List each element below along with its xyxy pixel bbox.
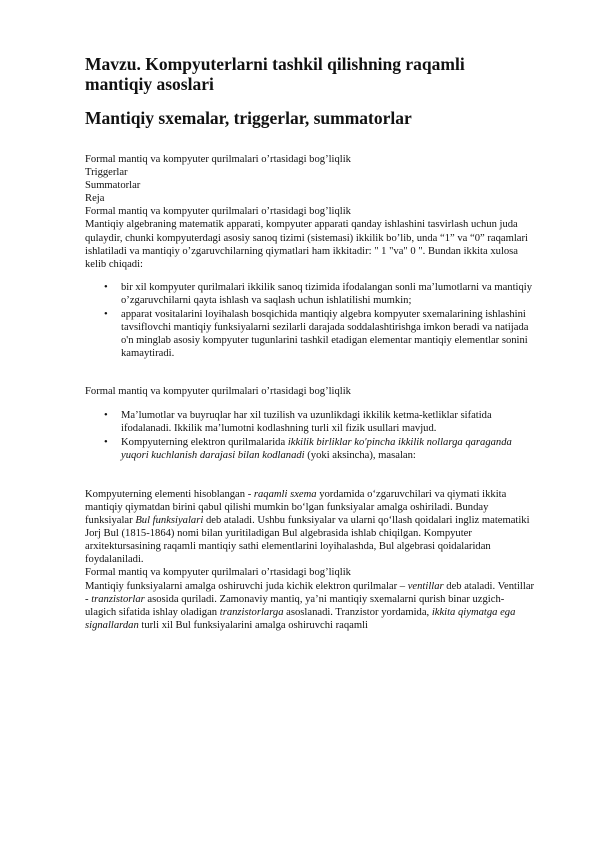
gates-paragraph — [85, 580, 535, 632]
paragraph-text: asoslanadi. Tranzistor yordamida, — [283, 606, 432, 618]
paragraph-text: turli xil Bul funksiyalarini amalga oshiruvchi raqamli — [138, 619, 368, 631]
paragraph-text: Mantiqiy funksiyalarni amalga oshiruvchi juda kichik elektron qurilmalar – — [85, 580, 408, 592]
intro-paragraph: Mantiqiy algebraning matematik apparati, kompyuter apparati qanday ishlashini tasvirlash uchun juda qulaydir, chunki kompyuterdagi asosiy sanoq tizimi (sistemasi) ikkilik bo’lib, unda “1” va “0” raqamlari ishlatiladi va mantiqiy o’zgaruvchilarning qiymatlari ham ikkitadir: " 1 "va" 0 ". Bundan ikkita xulosa kelib chiqadi: — [85, 219, 528, 270]
list-item: • bir xil kompyuter qurilmalari ikkilik sanoq tizimida ifodalangan sonli ma’lumotlarni va mantiqiy o’zgaruvchilarni qayta ishlash va saqlash uchun ishlatilishi mumkin; — [85, 281, 535, 307]
paragraph-text: yordamida o‘zgaruvchilari va qiymati ikkita mantiqiy qiymatdan birini qabul qilishi mumkin bo‘lgan funksiyalar amalga oshiriladi. Bunday funksiyalar — [85, 488, 507, 527]
toc-block — [85, 153, 535, 218]
paragraph-emphasis: tranzistorlar — [91, 593, 145, 605]
section-heading: Formal mantiq va kompyuter qurilmalari o’rtasidagi bog’liqlik — [85, 567, 351, 579]
paragraph-text: deb ataladi. Ventillar - — [85, 580, 535, 605]
toc-line: Reja — [85, 193, 105, 205]
list-item: • apparat vositalarini loyihalash bosqichida mantiqiy algebra kompyuter sxemalarining ishlashini tavsiflovchi mantiqiy funksiyalarni sezilarli darajada soddalashtirishga imkon beradi va natijada o'n minglab asosiy kompyuter tugunlarini tashkil etadigan elementar mantiqiy elementlar sonini kamaytiradi. — [85, 308, 535, 360]
list-item-text: (yoki aksincha), masalan: — [304, 449, 416, 461]
toc-line: Formal mantiq va kompyuter qurilmalari o’rtasidagi bog’liqlik — [85, 154, 351, 165]
toc-line: Summatorlar — [85, 180, 141, 192]
section-heading: Formal mantiq va kompyuter qurilmalari o’rtasidagi bog’liqlik — [85, 386, 351, 398]
list-item — [85, 436, 535, 462]
toc-line: Triggerlar — [85, 167, 128, 179]
paragraph-text: asosida quriladi. Zamonaviy mantiq, ya’ni mantiqiy sxemalarni qurish binar uzgich-ulagich sifatida ishlay oladigan — [85, 593, 505, 618]
list-item: • Ma’lumotlar va buyruqlar har xil tuzilish va uzunlikdagi ikkilik ketma-ketliklar sifatida ifodalanadi. Ikkilik ma’lumotni kodlashning turli xil fizik usullari mavjud. — [85, 409, 535, 435]
paragraph-emphasis: ikkita qiymatga ega signallardan — [85, 606, 516, 631]
paragraph-text: Kompyuterning elementi hisoblangan - — [85, 488, 254, 500]
encoding-list — [85, 409, 535, 462]
paragraph-emphasis: ventillar — [407, 580, 444, 592]
conclusion-list — [85, 281, 535, 361]
document-title: Mavzu. Kompyuterlarni tashkil qilishning raqamli mantiqiy asoslari — [85, 54, 465, 94]
paragraph-emphasis: Bul funksiyalari — [135, 515, 204, 527]
list-item-emphasis: ikkilik birliklar ko'pincha ikkilik nollarga qaraganda yuqori kuchlanish darajasi bilan kodlanadi — [121, 436, 512, 461]
paragraph-emphasis: raqamli sxema — [253, 488, 317, 500]
boolean-paragraph — [85, 488, 535, 567]
paragraph-emphasis: tranzistorlarga — [219, 606, 284, 618]
paragraph-text: deb ataladi. Ushbu funksiyalar va ularni qo‘llash qoidalari ingliz matematiki Jorj Bul (1815-1864) nomi bilan yuritiladigan Bul algebrasida ishlab chiqilgan. Kompyuter arxitektursasining raqamli mantiqiy sathi elementlarini loyihalashda, Bul algebrasi qoidalaridan foydalaniladi. — [85, 515, 530, 566]
section-heading: Formal mantiq va kompyuter qurilmalari o’rtasidagi bog’liqlik — [85, 206, 351, 218]
document-content — [85, 54, 535, 632]
list-item-text: Kompyuterning elektron qurilmalarida — [121, 436, 288, 448]
document-subtitle: Mantiqiy sxemalar, triggerlar, summatorlar — [85, 108, 412, 128]
